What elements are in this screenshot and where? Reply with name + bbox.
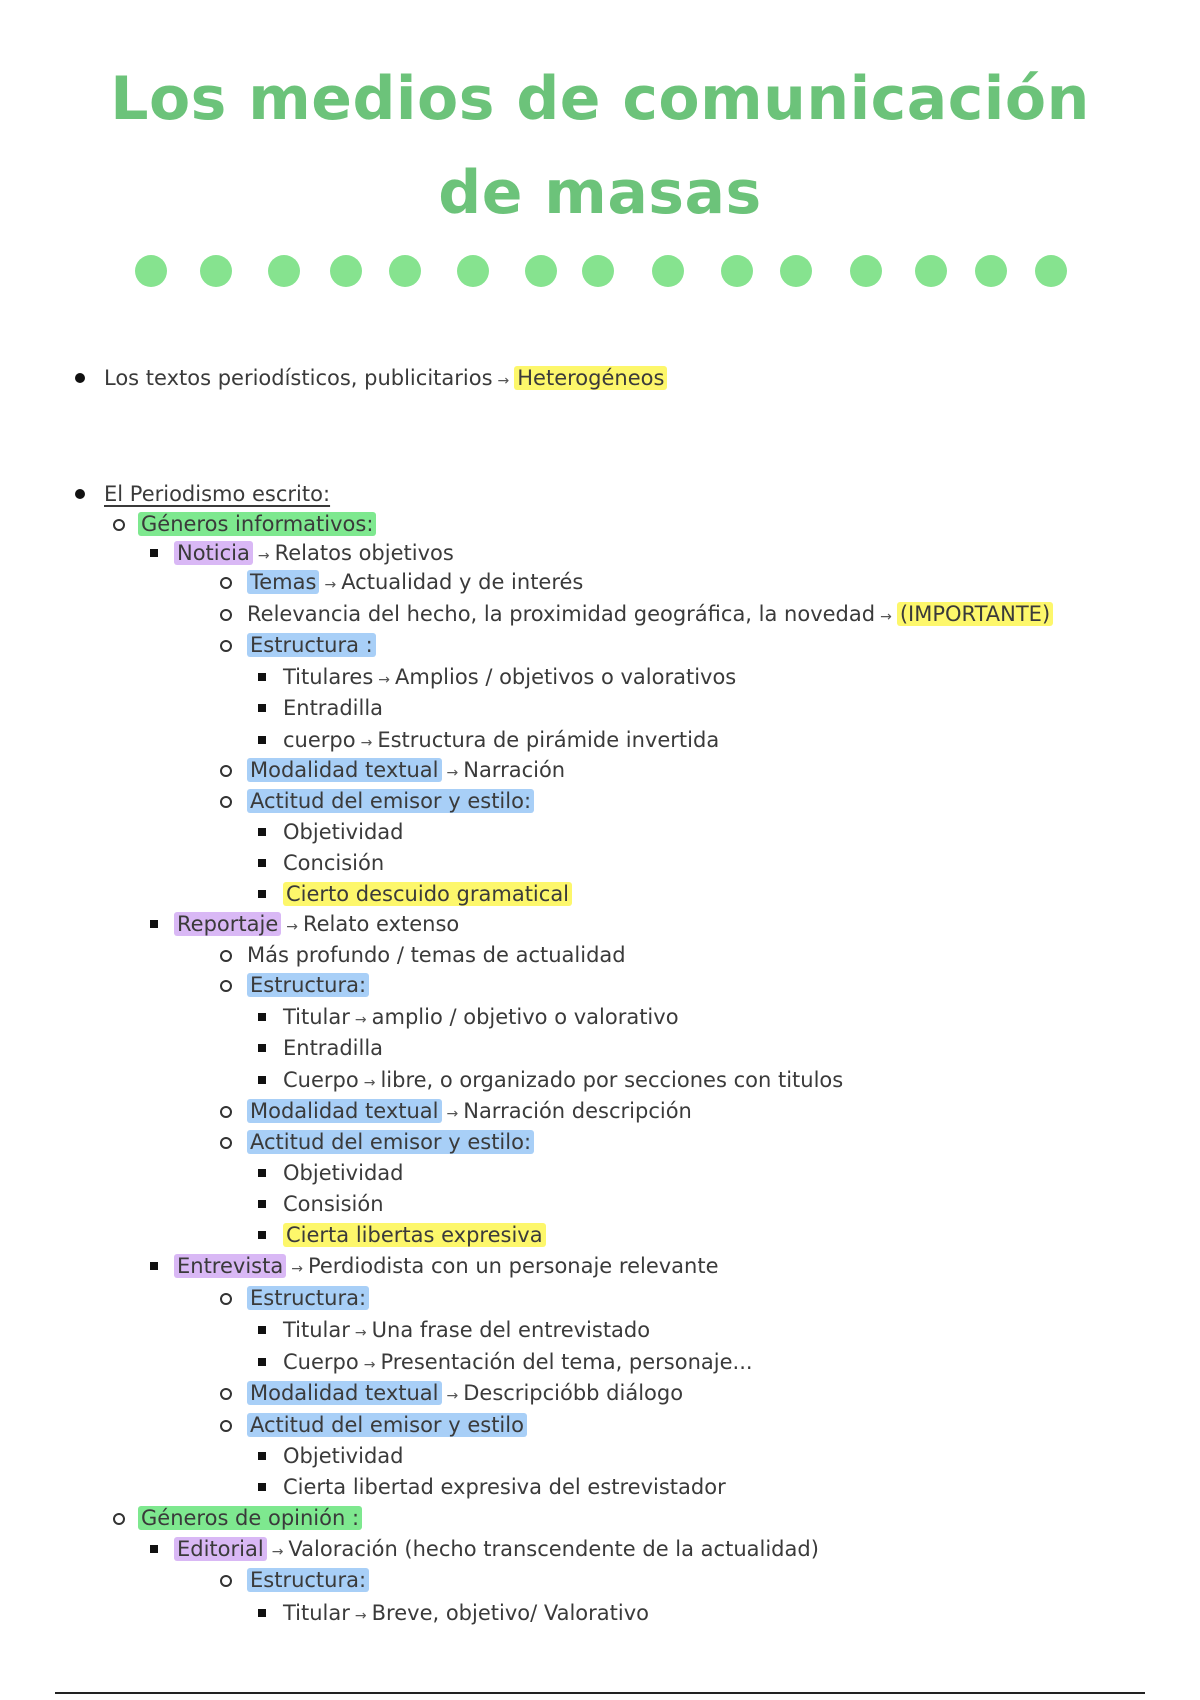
circle-bullet — [113, 1513, 125, 1525]
circle-bullet — [220, 577, 232, 589]
item-label: Cuerpo — [283, 1350, 359, 1374]
item-label: Noticia — [174, 541, 253, 565]
disc-bullet — [75, 373, 85, 383]
circle-bullet — [220, 1137, 232, 1149]
square-bullet — [258, 1326, 266, 1334]
arrow-icon: → — [446, 1106, 459, 1122]
item-label: Entrevista — [174, 1254, 286, 1278]
item-label: Estructura: — [247, 1286, 369, 1310]
page-title: Los medios de comunicación de masas — [110, 64, 1090, 228]
decor-dot — [780, 255, 812, 287]
item-detail: Narración descripción — [463, 1099, 692, 1123]
square-bullet — [258, 1452, 266, 1460]
item-detail: Valoración (hecho transcendente de la actualidad) — [288, 1537, 819, 1561]
circle-bullet — [220, 765, 232, 777]
item-detail: libre, o organizado por secciones con titulos — [380, 1068, 844, 1092]
item-label: Objetividad — [283, 1444, 404, 1468]
square-bullet — [258, 859, 266, 867]
square-bullet — [258, 1013, 266, 1021]
item-label: El Periodismo escrito: — [104, 482, 331, 506]
item-label: Modalidad textual — [247, 1381, 442, 1405]
square-bullet — [258, 890, 266, 898]
item-label: Entradilla — [283, 696, 384, 720]
item-highlight: Heterogéneos — [514, 366, 667, 390]
arrow-icon: → — [324, 577, 337, 593]
arrow-icon: → — [497, 373, 510, 389]
decor-dot — [330, 255, 362, 287]
arrow-icon: → — [291, 1261, 303, 1277]
arrow-icon: → — [880, 609, 892, 625]
decor-dot — [915, 255, 947, 287]
decor-dot — [721, 255, 753, 287]
item-label: Titulares — [283, 665, 374, 689]
circle-bullet — [220, 1293, 232, 1305]
square-bullet — [258, 1609, 266, 1617]
item-label: Actitud del emisor y estilo — [247, 1413, 527, 1437]
item-label: Cierta libertas expresiva — [283, 1223, 546, 1247]
item-label: Cuerpo — [283, 1068, 359, 1092]
arrow-icon: → — [446, 1388, 459, 1404]
square-bullet — [258, 1200, 266, 1208]
item-detail: Amplios / objetivos o valorativos — [395, 665, 737, 689]
circle-bullet — [220, 1388, 232, 1400]
item-label: Estructura: — [247, 973, 369, 997]
item-detail: Perdiodista con un personaje relevante — [307, 1254, 719, 1278]
item-label: Estructura : — [247, 633, 376, 657]
item-detail: Una frase del entrevistado — [371, 1318, 651, 1342]
circle-bullet — [220, 1106, 232, 1118]
circle-bullet — [113, 519, 125, 531]
square-bullet — [258, 736, 266, 744]
circle-bullet — [220, 640, 232, 652]
arrow-icon: → — [271, 1544, 284, 1560]
item-label: Objetividad — [283, 820, 404, 844]
item-label: Reportaje — [174, 912, 281, 936]
decor-dot — [850, 255, 882, 287]
decor-dot — [525, 255, 557, 287]
item-label: cuerpo — [283, 728, 356, 752]
circle-bullet — [220, 796, 232, 808]
circle-bullet — [220, 1575, 232, 1587]
item-label: Modalidad textual — [247, 1099, 442, 1123]
decorative-dots — [0, 255, 1200, 295]
arrow-icon: → — [446, 765, 459, 781]
square-bullet — [150, 920, 158, 928]
decor-dot — [135, 255, 167, 287]
arrow-icon: → — [363, 1075, 376, 1091]
item-label: Actitud del emisor y estilo: — [247, 789, 534, 813]
item-label: Objetividad — [283, 1161, 404, 1185]
square-bullet — [150, 1545, 158, 1553]
item-detail: Relatos objetivos — [274, 541, 454, 565]
circle-bullet — [220, 609, 232, 621]
item-label: Consisión — [283, 1192, 384, 1216]
item-label: Cierta libertad expresiva del estrevistador — [283, 1475, 726, 1499]
square-bullet — [150, 1262, 158, 1270]
decor-dot — [652, 255, 684, 287]
square-bullet — [258, 1231, 266, 1239]
square-bullet — [258, 1044, 266, 1052]
square-bullet — [258, 1076, 266, 1084]
item-label: Géneros de opinión : — [138, 1506, 362, 1530]
circle-bullet — [220, 1420, 232, 1432]
item-detail: Actualidad y de interés — [341, 570, 584, 594]
item-label: Editorial — [174, 1537, 267, 1561]
arrow-icon: → — [360, 735, 373, 751]
item-label: Temas — [247, 570, 319, 594]
item-label: Los textos periodísticos, publicitarios — [104, 366, 493, 390]
item-label: Titular — [283, 1005, 350, 1029]
item-label: Modalidad textual — [247, 758, 442, 782]
item-label: Estructura: — [247, 1568, 369, 1592]
arrow-icon: → — [363, 1357, 376, 1373]
decor-dot — [1035, 255, 1067, 287]
square-bullet — [258, 1483, 266, 1491]
decor-dot — [582, 255, 614, 287]
item-label: Más profundo / temas de actualidad — [247, 943, 626, 967]
arrow-icon: → — [378, 672, 391, 688]
decor-dot — [389, 255, 421, 287]
item-label: Entradilla — [283, 1036, 384, 1060]
arrow-icon: → — [257, 548, 270, 564]
decor-dot — [975, 255, 1007, 287]
decor-dot — [457, 255, 489, 287]
item-detail: Descripcióbb diálogo — [463, 1381, 684, 1405]
arrow-icon: → — [286, 919, 298, 935]
item-label: Concisión — [283, 851, 385, 875]
decor-dot — [200, 255, 232, 287]
circle-bullet — [220, 950, 232, 962]
arrow-icon: → — [354, 1608, 367, 1624]
item-detail: Narración — [463, 758, 566, 782]
item-label: Titular — [283, 1601, 350, 1625]
square-bullet — [258, 1169, 266, 1177]
item-detail: Breve, objetivo/ Valorativo — [371, 1601, 649, 1625]
disc-bullet — [75, 489, 85, 499]
item-detail: amplio / objetivo o valorativo — [371, 1005, 679, 1029]
item-label: Actitud del emisor y estilo: — [247, 1130, 534, 1154]
item-label: Cierto descuido gramatical — [283, 882, 572, 906]
arrow-icon: → — [354, 1012, 367, 1028]
item-label: Relevancia del hecho, la proximidad geográfica, la novedad — [247, 602, 876, 626]
page-bottom-rule — [55, 1692, 1145, 1694]
item-detail: Estructura de pirámide invertida — [377, 728, 720, 752]
item-highlight: (IMPORTANTE) — [897, 602, 1053, 626]
circle-bullet — [220, 980, 232, 992]
item-detail: Relato extenso — [302, 912, 460, 936]
arrow-icon: → — [354, 1325, 367, 1341]
square-bullet — [150, 549, 158, 557]
decor-dot — [268, 255, 300, 287]
item-label: Titular — [283, 1318, 350, 1342]
item-label: Géneros informativos: — [138, 512, 376, 536]
square-bullet — [258, 828, 266, 836]
square-bullet — [258, 673, 266, 681]
square-bullet — [258, 704, 266, 712]
square-bullet — [258, 1358, 266, 1366]
item-detail: Presentación del tema, personaje... — [380, 1350, 753, 1374]
